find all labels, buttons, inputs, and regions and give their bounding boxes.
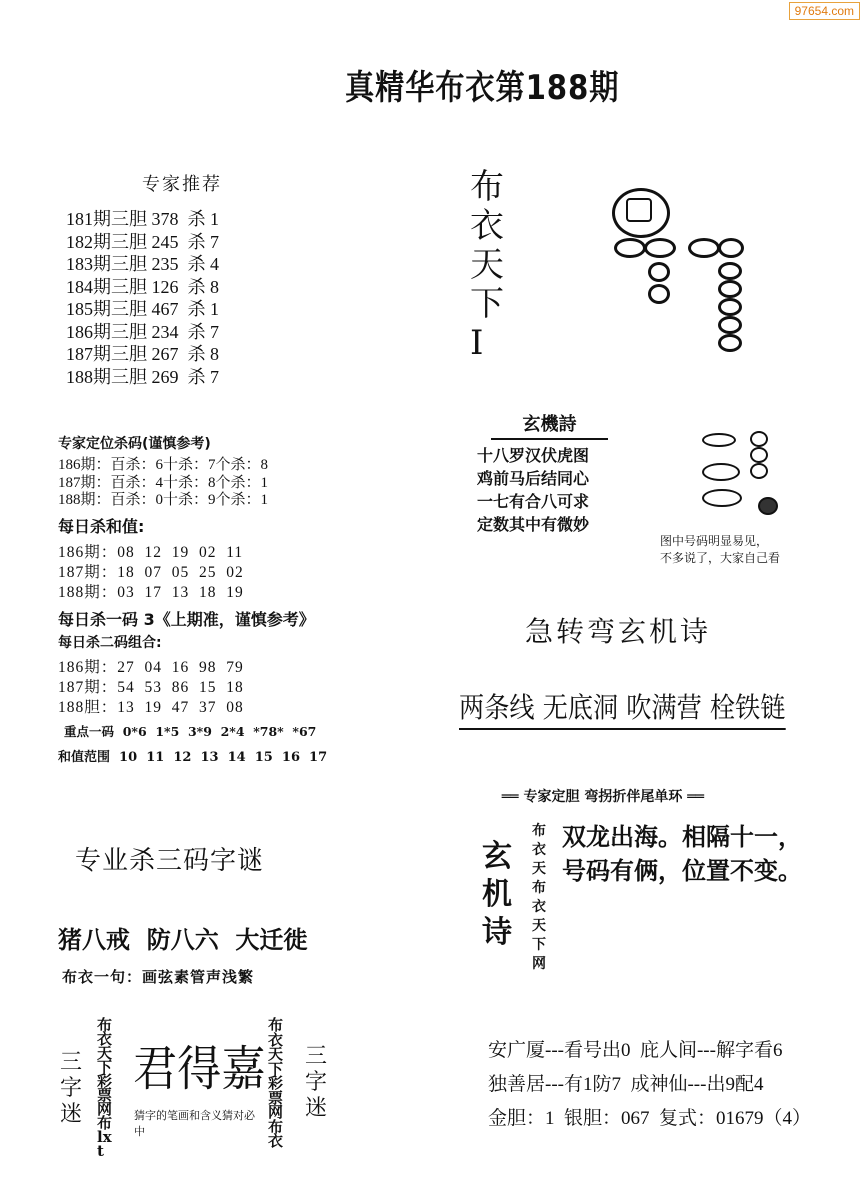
buyi-sentence: 布衣一句：画弦素管声浅繁 [62,968,255,986]
san-zi-mi-left: 三字迷 [60,1050,83,1127]
expert-row: 182期三胆 245 杀 7 [66,231,219,252]
daily-two-heading: 每日杀二码组合: [58,634,162,651]
picture-caption [660,533,780,567]
sum-range-line: 和值范围 10 11 12 13 14 15 16 17 [58,749,328,765]
bead-picture-middle [680,425,790,525]
jizhuan-heading: 急转弯玄机诗 [525,615,712,648]
expert-dan-line [492,770,704,806]
riddle-heading: 专业杀三码字谜 [75,846,265,876]
xuanji-line: 十八罗汉伏虎图 [477,446,590,465]
daily-two-row: 186期：27 04 16 98 79 [58,658,244,676]
shuanglong-line: 号码有俩，位置不变。 [562,856,802,885]
bottom-line: 安广厦---看号出0 庇人间---解字看6 [488,1040,783,1061]
page-title: 真精华布衣第188期 [345,68,620,108]
expert-row: 188期三胆 269 杀 7 [66,366,219,387]
buyi-web-vertical: 布衣天布衣天下网 [532,823,546,972]
buyi-tianxia-vertical: 布衣天下I [470,167,504,363]
vertical-text-left: 布衣天下彩票网布lxt [97,1016,113,1160]
expert-row: 187期三胆 267 杀 8 [66,344,219,364]
shuanglong-poem [562,820,802,888]
bead-picture-top [600,180,760,360]
daily-sum-row: 187期：18 07 05 25 02 [58,563,244,581]
site-badge[interactable]: 97654.com [789,2,860,20]
expert-row: 184期三胆 126 杀 8 [66,276,219,297]
key-code-line: 重点一码 0*6 1*5 3*9 2*4 *78* *67 [64,723,317,739]
daily-two-row: 187期：54 53 86 15 18 [58,678,244,696]
xuanji-line: 鸡前马后结同心 [477,469,590,488]
xuanji-heading: 玄機詩 [491,410,608,440]
position-kill-row: 187期：百杀：4十杀：8个杀：1 [58,474,269,491]
bottom-code-lines [488,1034,811,1136]
daily-one-code: 每日杀一码 3《上期准，谨慎参考》 [58,609,315,629]
jizhuan-line: 两条线 无底洞 吹满营 栓铁链 [459,686,785,730]
bottom-line: 独善居---有1防7 成神仙---出9配4 [488,1074,764,1095]
position-kill-heading: 专家定位杀码(谨慎参考) [58,436,211,452]
vertical-text-right: 布衣天下彩票网布衣 [268,1016,284,1150]
daily-sum-row: 188期：03 17 13 18 19 [58,583,244,601]
riddle-hint: 猜字的笔画和含义猜对必中 [134,1109,255,1138]
caption-line: 不多说了，大家自己看 [660,551,781,565]
expert-row: 186期三胆 234 杀 7 [66,321,219,342]
xuanji-line: 定数其中有微妙 [477,515,590,534]
left-rule: ══ [501,789,524,805]
xuanji-poem [477,410,622,536]
riddle-line: 猪八戒 防八六 大迁徙 [58,925,308,954]
jun-de-jia-riddle: 君得嘉 [133,1041,266,1097]
xuanji-shi-vertical: 玄机诗 [482,839,512,950]
san-zi-mi-right: 三字迷 [305,1044,328,1121]
position-kill-row: 186期：百杀：6十杀：7个杀：8 [58,457,269,473]
caption-line: 图中号码明显易见， [660,534,769,548]
expert-row: 185期三胆 467 杀 1 [66,299,219,319]
expert-heading: 专家推荐 [142,174,222,195]
expert-row: 181期三胆 378 杀 1 [66,209,219,229]
bottom-line: 金胆：1 银胆：067 复式：01679（4） [488,1108,812,1129]
right-rule: ══ [682,789,705,805]
daily-sum-heading: 每日杀和值: [58,516,145,536]
daily-sum-row: 186期：08 12 19 02 11 [58,543,244,561]
position-kill-row: 188期：百杀：0十杀：9个杀：1 [58,492,269,508]
daily-two-row: 188胆：13 19 47 37 08 [58,698,244,716]
kill-code-panel [58,433,358,765]
shuanglong-line: 双龙出海。相隔十一， [562,822,802,851]
expert-dan-text: 专家定胆 弯拐折伴尾单环 [523,789,683,805]
expert-row: 183期三胆 235 杀 4 [66,254,219,274]
expert-panel [60,170,360,388]
xuanji-line: 一七有合八可求 [477,492,590,511]
